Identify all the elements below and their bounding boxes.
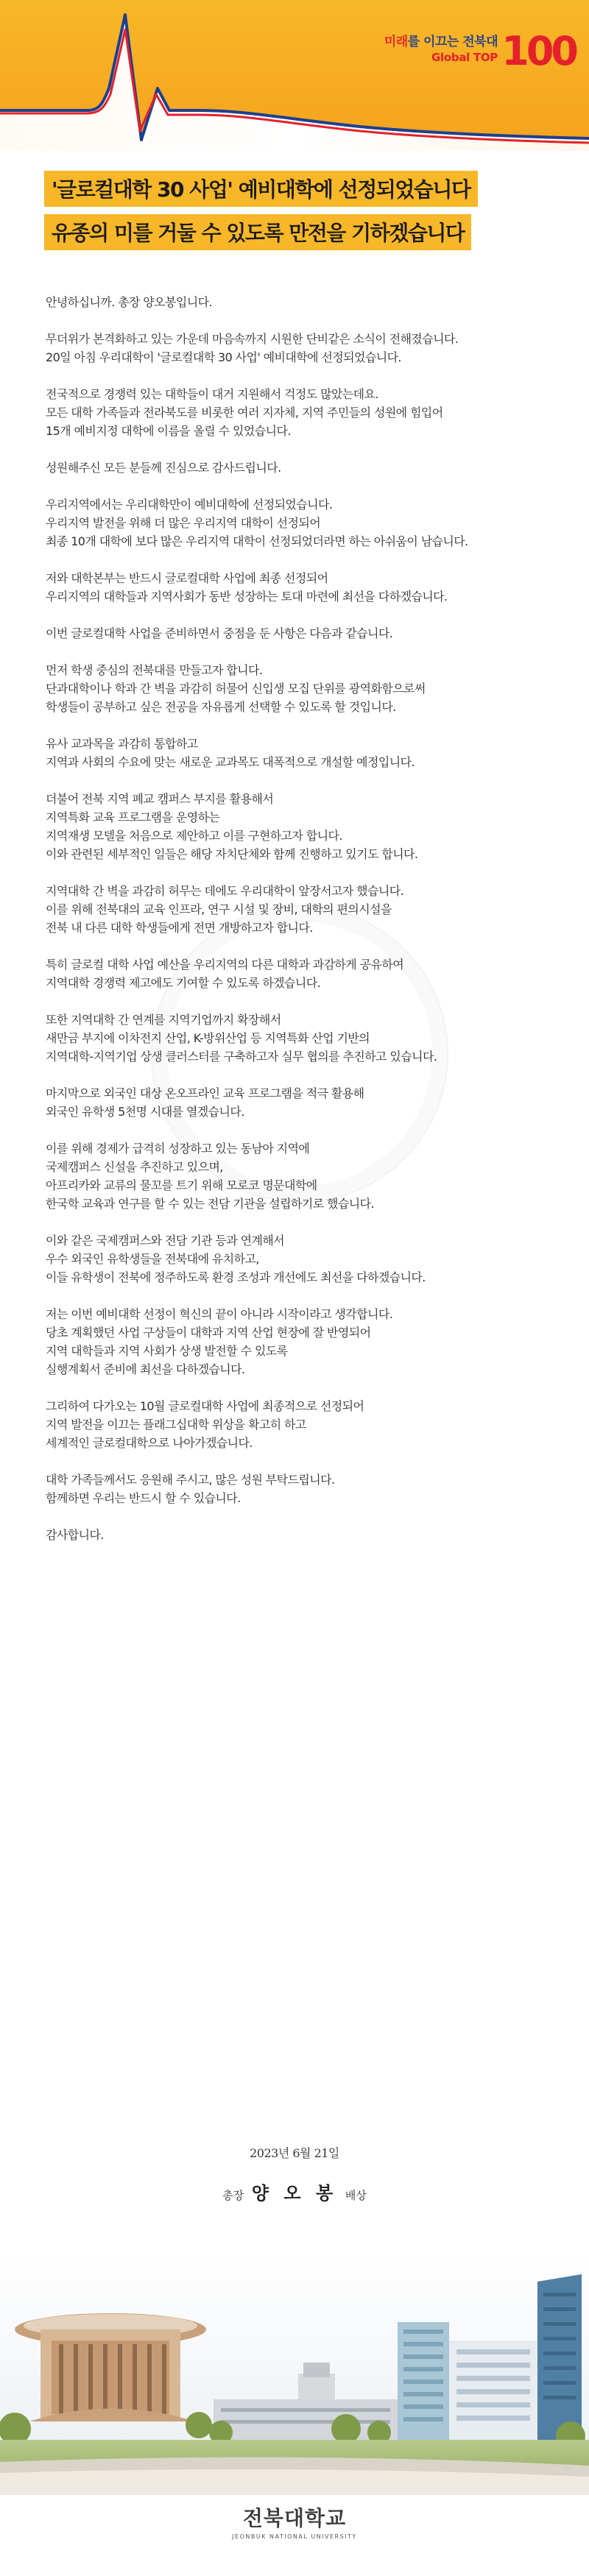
letter-line: 20일 아침 우리대학이 '글로컬대학 30 사업' 예비대학에 선정되었습니다. [46, 350, 401, 364]
letter-line: 지역대학 경쟁력 제고에도 기여할 수 있도록 하겠습니다. [46, 976, 321, 990]
letter-line: 마지막으로 외국인 대상 온오프라인 교육 프로그램을 적극 활용해 [46, 1086, 364, 1100]
letter-paragraph [46, 330, 554, 367]
campus-illustration [0, 2252, 589, 2576]
letter-paragraph [46, 1011, 554, 1066]
letter-paragraph [46, 790, 554, 863]
letter-line: 외국인 유학생 5천명 시대를 열겠습니다. [46, 1105, 244, 1119]
letter-line: 저와 대학본부는 반드시 글로컬대학 사업에 최종 선정되어 [46, 571, 328, 585]
logo-english: JEONBUK NATIONAL UNIVERSITY [232, 2533, 357, 2540]
headline-line2: 유종의 미를 거둘 수 있도록 만전을 기하겠습니다 [44, 214, 471, 250]
letter-line: 전북 내 다른 대학 학생들에게 전면 개방하고자 합니다. [46, 921, 313, 935]
letter-line: 그리하여 다가오는 10월 글로컬대학 사업에 최종적으로 선정되어 [46, 1399, 364, 1413]
letter-line: 이를 위해 경제가 급격히 성장하고 있는 동남아 지역에 [46, 1142, 310, 1156]
letter-paragraph [46, 882, 554, 937]
letter-paragraph [46, 495, 554, 551]
letter-line: 감사합니다. [46, 1528, 104, 1542]
letter-paragraph [46, 1305, 554, 1379]
slogan-lead: 를 이끄는 [407, 35, 463, 49]
letter-paragraph [46, 735, 554, 771]
letter-line: 무더위가 본격화하고 있는 가운데 마음속까지 시원한 단비같은 소식이 전해졌습니다. [46, 332, 459, 346]
campus-buildings-graphic [0, 2252, 589, 2495]
letter-line: 지역 대학들과 지역 사회가 상생 발전할 수 있도록 [46, 1344, 288, 1358]
letter-line: 우리지역의 대학들과 지역사회가 동반 성장하는 토대 마련에 최선을 다하겠습니다. [46, 590, 448, 604]
signature-suffix: 배상 [345, 2189, 367, 2202]
slogan-line2: Global TOP [431, 51, 498, 64]
letter-paragraph [46, 1526, 554, 1544]
slogan-number: 100 [501, 28, 576, 74]
letter-line: 더불어 전북 지역 폐교 캠퍼스 부지를 활용해서 [46, 792, 274, 806]
signature-prefix: 총장 [222, 2189, 244, 2202]
logo-korean: 전북대학교 [242, 2506, 347, 2530]
letter-line: 우수 외국인 유학생들을 전북대에 유치하고, [46, 1252, 259, 1266]
letter-line: 세계적인 글로컬대학으로 나아가겠습니다. [46, 1436, 253, 1450]
letter-line: 아프리카와 교류의 물꼬를 트기 위해 모로코 명문대학에 [46, 1178, 317, 1192]
letter-line: 이번 글로컬대학 사업을 준비하면서 중점을 둔 사항은 다음과 같습니다. [46, 626, 393, 640]
letter-paragraph [46, 293, 554, 311]
letter-paragraph [46, 459, 554, 477]
header-banner [0, 0, 589, 155]
letter-line: 이들 유학생이 전북에 정주하도록 환경 조성과 개선에도 최선을 다하겠습니다. [46, 1270, 426, 1284]
letter-line: 지역 발전을 이끄는 플래그십대학 위상을 확고히 하고 [46, 1418, 306, 1432]
headline-line1: '글로컬대학 30 사업' 예비대학에 선정되었습니다 [44, 171, 478, 207]
letter-line: 특히 글로컬 대학 사업 예산을 우리지역의 다른 대학과 과감하게 공유하여 [46, 958, 404, 972]
letter-body [46, 293, 554, 1563]
letter-paragraph [46, 624, 554, 643]
letter-line: 단과대학이나 학과 간 벽을 과감히 허물어 신입생 모집 단위를 광역화함으로써 [46, 682, 426, 696]
letter-line: 이를 위해 전북대의 교육 인프라, 연구 시설 및 장비, 대학의 편의시설을 [46, 902, 392, 916]
letter-line: 대학 가족들께서도 응원해 주시고, 많은 성원 부탁드립니다. [46, 1473, 335, 1487]
letter-line: 이와 같은 국제캠퍼스와 전담 기관 등과 연계해서 [46, 1234, 285, 1248]
letter-paragraph [46, 1231, 554, 1287]
letter-line: 실행계획서 준비에 최선을 다하겠습니다. [46, 1362, 245, 1376]
letter-paragraph [46, 1471, 554, 1507]
letter-line: 지역과 사회의 수요에 맞는 새로운 교과목도 대폭적으로 개설할 예정입니다. [46, 755, 415, 769]
letter-line: 지역대학 간 벽을 과감히 허무는 데에도 우리대학이 앞장서고자 했습니다. [46, 884, 404, 898]
letter-line: 지역특화 교육 프로그램을 운영하는 [46, 810, 220, 824]
letter-line: 15개 예비지정 대학에 이름을 올릴 수 있었습니다. [46, 424, 291, 438]
letter-line: 새만금 부지에 이차전지 산업, K-방위산업 등 지역특화 산업 기반의 [46, 1031, 370, 1045]
letter-paragraph [46, 569, 554, 606]
letter-paragraph [46, 955, 554, 992]
signature-line [0, 2179, 589, 2204]
letter-line: 함께하면 우리는 반드시 할 수 있습니다. [46, 1491, 241, 1505]
slogan-future: 미래 [384, 35, 408, 49]
letter-paragraph [46, 385, 554, 440]
letter-line: 안녕하십니까. 총장 양오봉입니다. [46, 295, 212, 309]
letter-date: 2023년 6월 21일 [250, 2146, 339, 2160]
signature-block [0, 2144, 589, 2204]
slogan-jbnu: 전북대 [462, 35, 498, 49]
letter-line: 학생들이 공부하고 싶은 전공을 자유롭게 선택할 수 있도록 할 것입니다. [46, 700, 396, 714]
letter-line: 먼저 학생 중심의 전북대를 만들고자 합니다. [46, 663, 263, 677]
letter-line: 또한 지역대학 간 연계를 지역기업까지 확장해서 [46, 1013, 281, 1027]
letter-paragraph [46, 1139, 554, 1213]
letter-line: 전국적으로 경쟁력 있는 대학들이 대거 지원해서 걱정도 많았는데요. [46, 387, 378, 401]
wave-graphic [0, 0, 589, 155]
letter-line: 저는 이번 예비대학 선정이 혁신의 끝이 아니라 시작이라고 생각합니다. [46, 1307, 393, 1321]
letter-line: 당초 계획했던 사업 구상들이 대학과 지역 산업 현장에 잘 반영되어 [46, 1326, 371, 1340]
letter-line: 국제캠퍼스 신설을 추진하고 있으며, [46, 1160, 223, 1174]
university-logo [0, 2502, 589, 2540]
letter-paragraph [46, 1084, 554, 1121]
letter-line: 우리지역에서는 우리대학만이 예비대학에 선정되었습니다. [46, 498, 333, 512]
letter-line: 지역재생 모델을 처음으로 제안하고 이를 구현하고자 합니다. [46, 829, 342, 843]
letter-paragraph [46, 1397, 554, 1452]
slogan-line1 [384, 31, 498, 49]
letter-line: 모든 대학 가족들과 전라북도를 비롯한 여러 지자체, 지역 주민들의 성원에 힘입어 [46, 406, 443, 420]
letter-paragraph [46, 661, 554, 716]
letter-line: 이와 관련된 세부적인 일들은 해당 자치단체와 함께 진행하고 있기도 합니다. [46, 847, 418, 861]
letter-line: 우리지역 발전을 위해 더 많은 우리지역 대학이 선정되어 [46, 516, 321, 530]
letter-line: 지역대학-지역기업 상생 클러스터를 구축하고자 실무 협의를 추진하고 있습니다. [46, 1050, 437, 1064]
letter-line: 성원해주신 모든 분들께 진심으로 감사드립니다. [46, 461, 281, 475]
president-name: 양 오 봉 [251, 2182, 338, 2204]
headline [44, 171, 552, 258]
slogan [384, 28, 576, 74]
letter-line: 한국학 교육과 연구를 할 수 있는 전담 기관을 설립하기로 했습니다. [46, 1197, 374, 1211]
letter-line: 최종 10개 대학에 보다 많은 우리지역 대학이 선정되었더라면 하는 아쉬움이 남습니다. [46, 534, 468, 548]
letter-line: 유사 교과목을 과감히 통합하고 [46, 737, 198, 751]
